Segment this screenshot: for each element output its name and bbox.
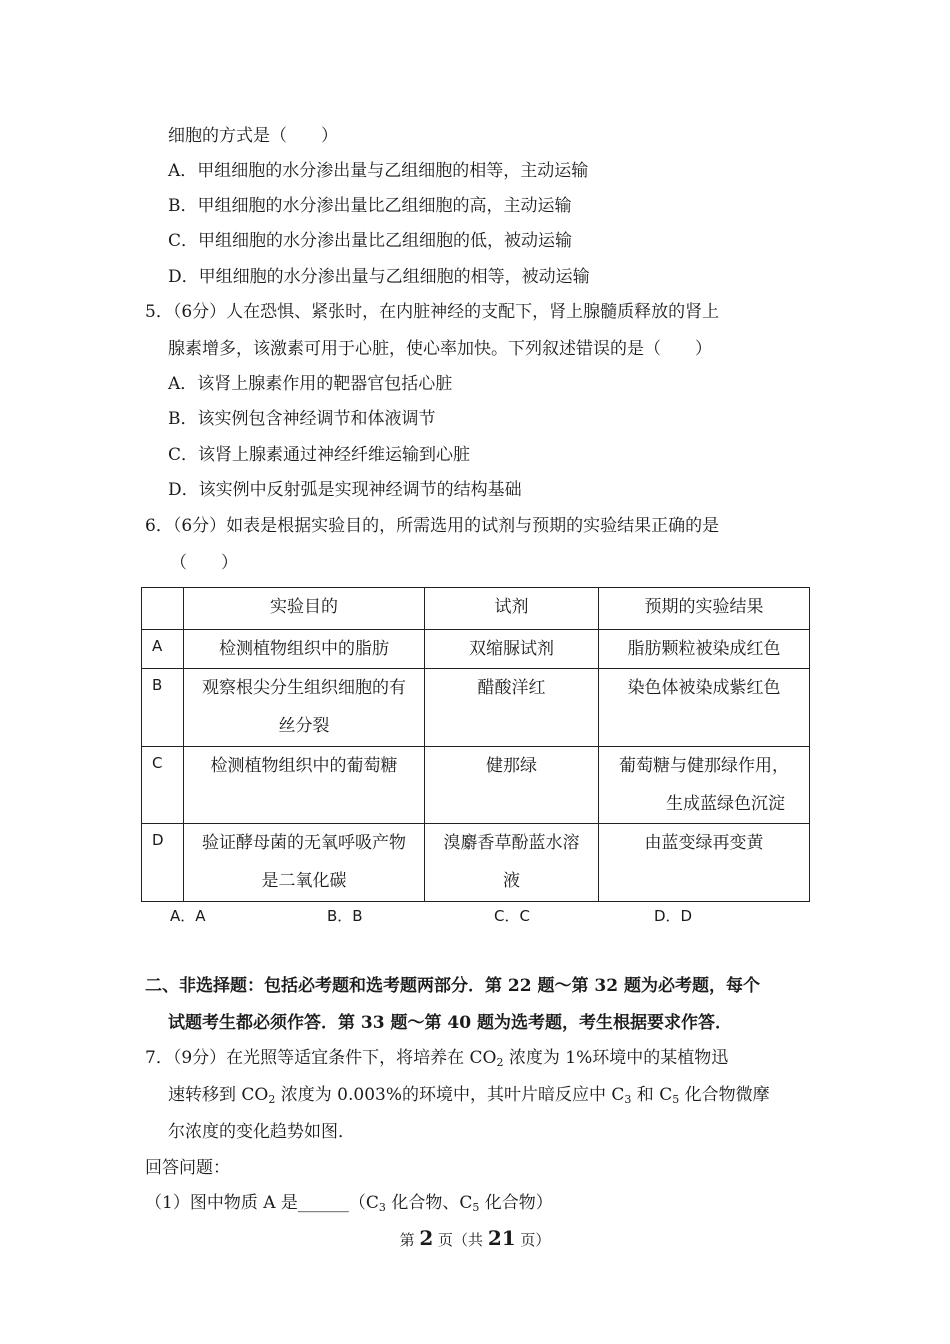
q4-option-a: A．甲组细胞的水分渗出量与乙组细胞的相等，主动运输 — [168, 161, 589, 181]
page-total: 21 — [487, 1226, 516, 1250]
q7-answer-prompt: 回答问题： — [145, 1158, 230, 1178]
table-row — [142, 747, 810, 824]
q5-option-b: B．该实例包含神经调节和体液调节 — [168, 409, 436, 429]
q7-stem-line2: 速转移到 $CO_2$ 浓度为 0.003%的环境中，其叶片暗反应中 $C_3$ 和 $C_5$ 化合物微摩 — [168, 1085, 770, 1106]
row-purpose-line1: 验证酵母菌的无氧呼吸产物 — [202, 833, 406, 853]
q6-choice-d: D．D — [654, 907, 693, 925]
q4-stem-end: 细胞的方式是（ ） — [168, 126, 338, 146]
row-label: D — [142, 824, 184, 902]
row-result-line2: 生成蓝绿色沉淀 — [666, 794, 785, 814]
q5-option-a: A．该肾上腺素作用的靶器官包括心脏 — [168, 374, 453, 394]
q5-option-d: D．该实例中反射弧是实现神经调节的结构基础 — [168, 480, 522, 500]
q6-choice-a: A．A — [170, 907, 206, 925]
row-purpose-line2: 丝分裂 — [278, 716, 330, 736]
row-reagent: 醋酸洋红 — [477, 678, 546, 698]
table-header-empty — [142, 588, 184, 630]
row-result: 由蓝变绿再变黄 — [644, 833, 764, 853]
q4-option-b: B．甲组细胞的水分渗出量比乙组细胞的高，主动运输 — [168, 196, 572, 216]
q5-stem-line1: 5．（6分）人在恐惧、紧张时，在内脏神经的支配下，肾上腺髓质释放的肾上 — [145, 302, 720, 322]
q6-stem-line2: （ ） — [170, 553, 238, 573]
q7-stem-line1: 7．（9分）在光照等适宜条件下，将培养在 $CO_2$ 浓度为 1%环境中的某植物迅 — [145, 1048, 729, 1069]
row-reagent-line1: 溴麝香草酚蓝水溶 — [443, 833, 580, 853]
row-reagent: 健那绿 — [486, 756, 537, 776]
q5-option-c: C．该肾上腺素通过神经纤维运输到心脏 — [168, 445, 471, 465]
table-header-row — [142, 588, 810, 630]
q5-stem-line2: 腺素增多，该激素可用于心脏，使心率加快。下列叙述错误的是（ ） — [168, 339, 712, 359]
q6-choice-b: B．B — [327, 907, 363, 925]
row-result: 染色体被染成紫红色 — [627, 678, 781, 698]
table-row — [142, 669, 810, 747]
row-label: A — [142, 630, 184, 669]
row-purpose: 检测植物组织中的葡萄糖 — [210, 756, 398, 776]
q6-choice-c: C．C — [494, 907, 530, 925]
q7-subquestion-1: （1）图中物质 A 是$\_\_\_\_\_\_(C_3$ 化合物、$C_5$ 化合物） — [145, 1193, 553, 1214]
table-header-reagent: 试剂 — [425, 588, 599, 630]
row-label: C — [142, 747, 184, 824]
table-header-purpose: 实验目的 — [184, 588, 425, 630]
page-footer: 第 2 页（共 21 页） — [399, 1226, 551, 1250]
section2-heading-line1: 二、非选择题：包括必考题和选考题两部分．第 22 题～第 32 题为必考题，每个 — [145, 976, 760, 996]
row-result: 脂肪颗粒被染成红色 — [627, 639, 781, 659]
row-purpose-line1: 观察根尖分生组织细胞的有 — [202, 678, 406, 698]
q6-stem-line1: 6．（6分）如表是根据实验目的，所需选用的试剂与预期的实验结果正确的是 — [145, 516, 720, 536]
section2-heading-line2: 试题考生都必须作答．第 33 题～第 40 题为选考题，考生根据要求作答． — [168, 1013, 732, 1033]
q4-option-d: D．甲组细胞的水分渗出量与乙组细胞的相等，被动运输 — [168, 267, 590, 287]
row-reagent: 双缩脲试剂 — [469, 639, 554, 659]
experiment-table — [141, 587, 810, 902]
row-result-line1: 葡萄糖与健那绿作用， — [619, 756, 789, 776]
row-purpose-line2: 是二氧化碳 — [261, 871, 347, 891]
table-row — [142, 630, 810, 669]
table-header-result: 预期的实验结果 — [599, 588, 810, 630]
page-number: 2 — [419, 1226, 434, 1250]
table-row — [142, 824, 810, 902]
row-label: B — [142, 669, 184, 747]
q4-option-c: C．甲组细胞的水分渗出量比乙组细胞的低，被动运输 — [168, 231, 573, 251]
row-reagent-line2: 液 — [503, 871, 520, 891]
row-purpose: 检测植物组织中的脂肪 — [219, 639, 389, 659]
q7-stem-line3: 尔浓度的变化趋势如图． — [168, 1122, 355, 1142]
